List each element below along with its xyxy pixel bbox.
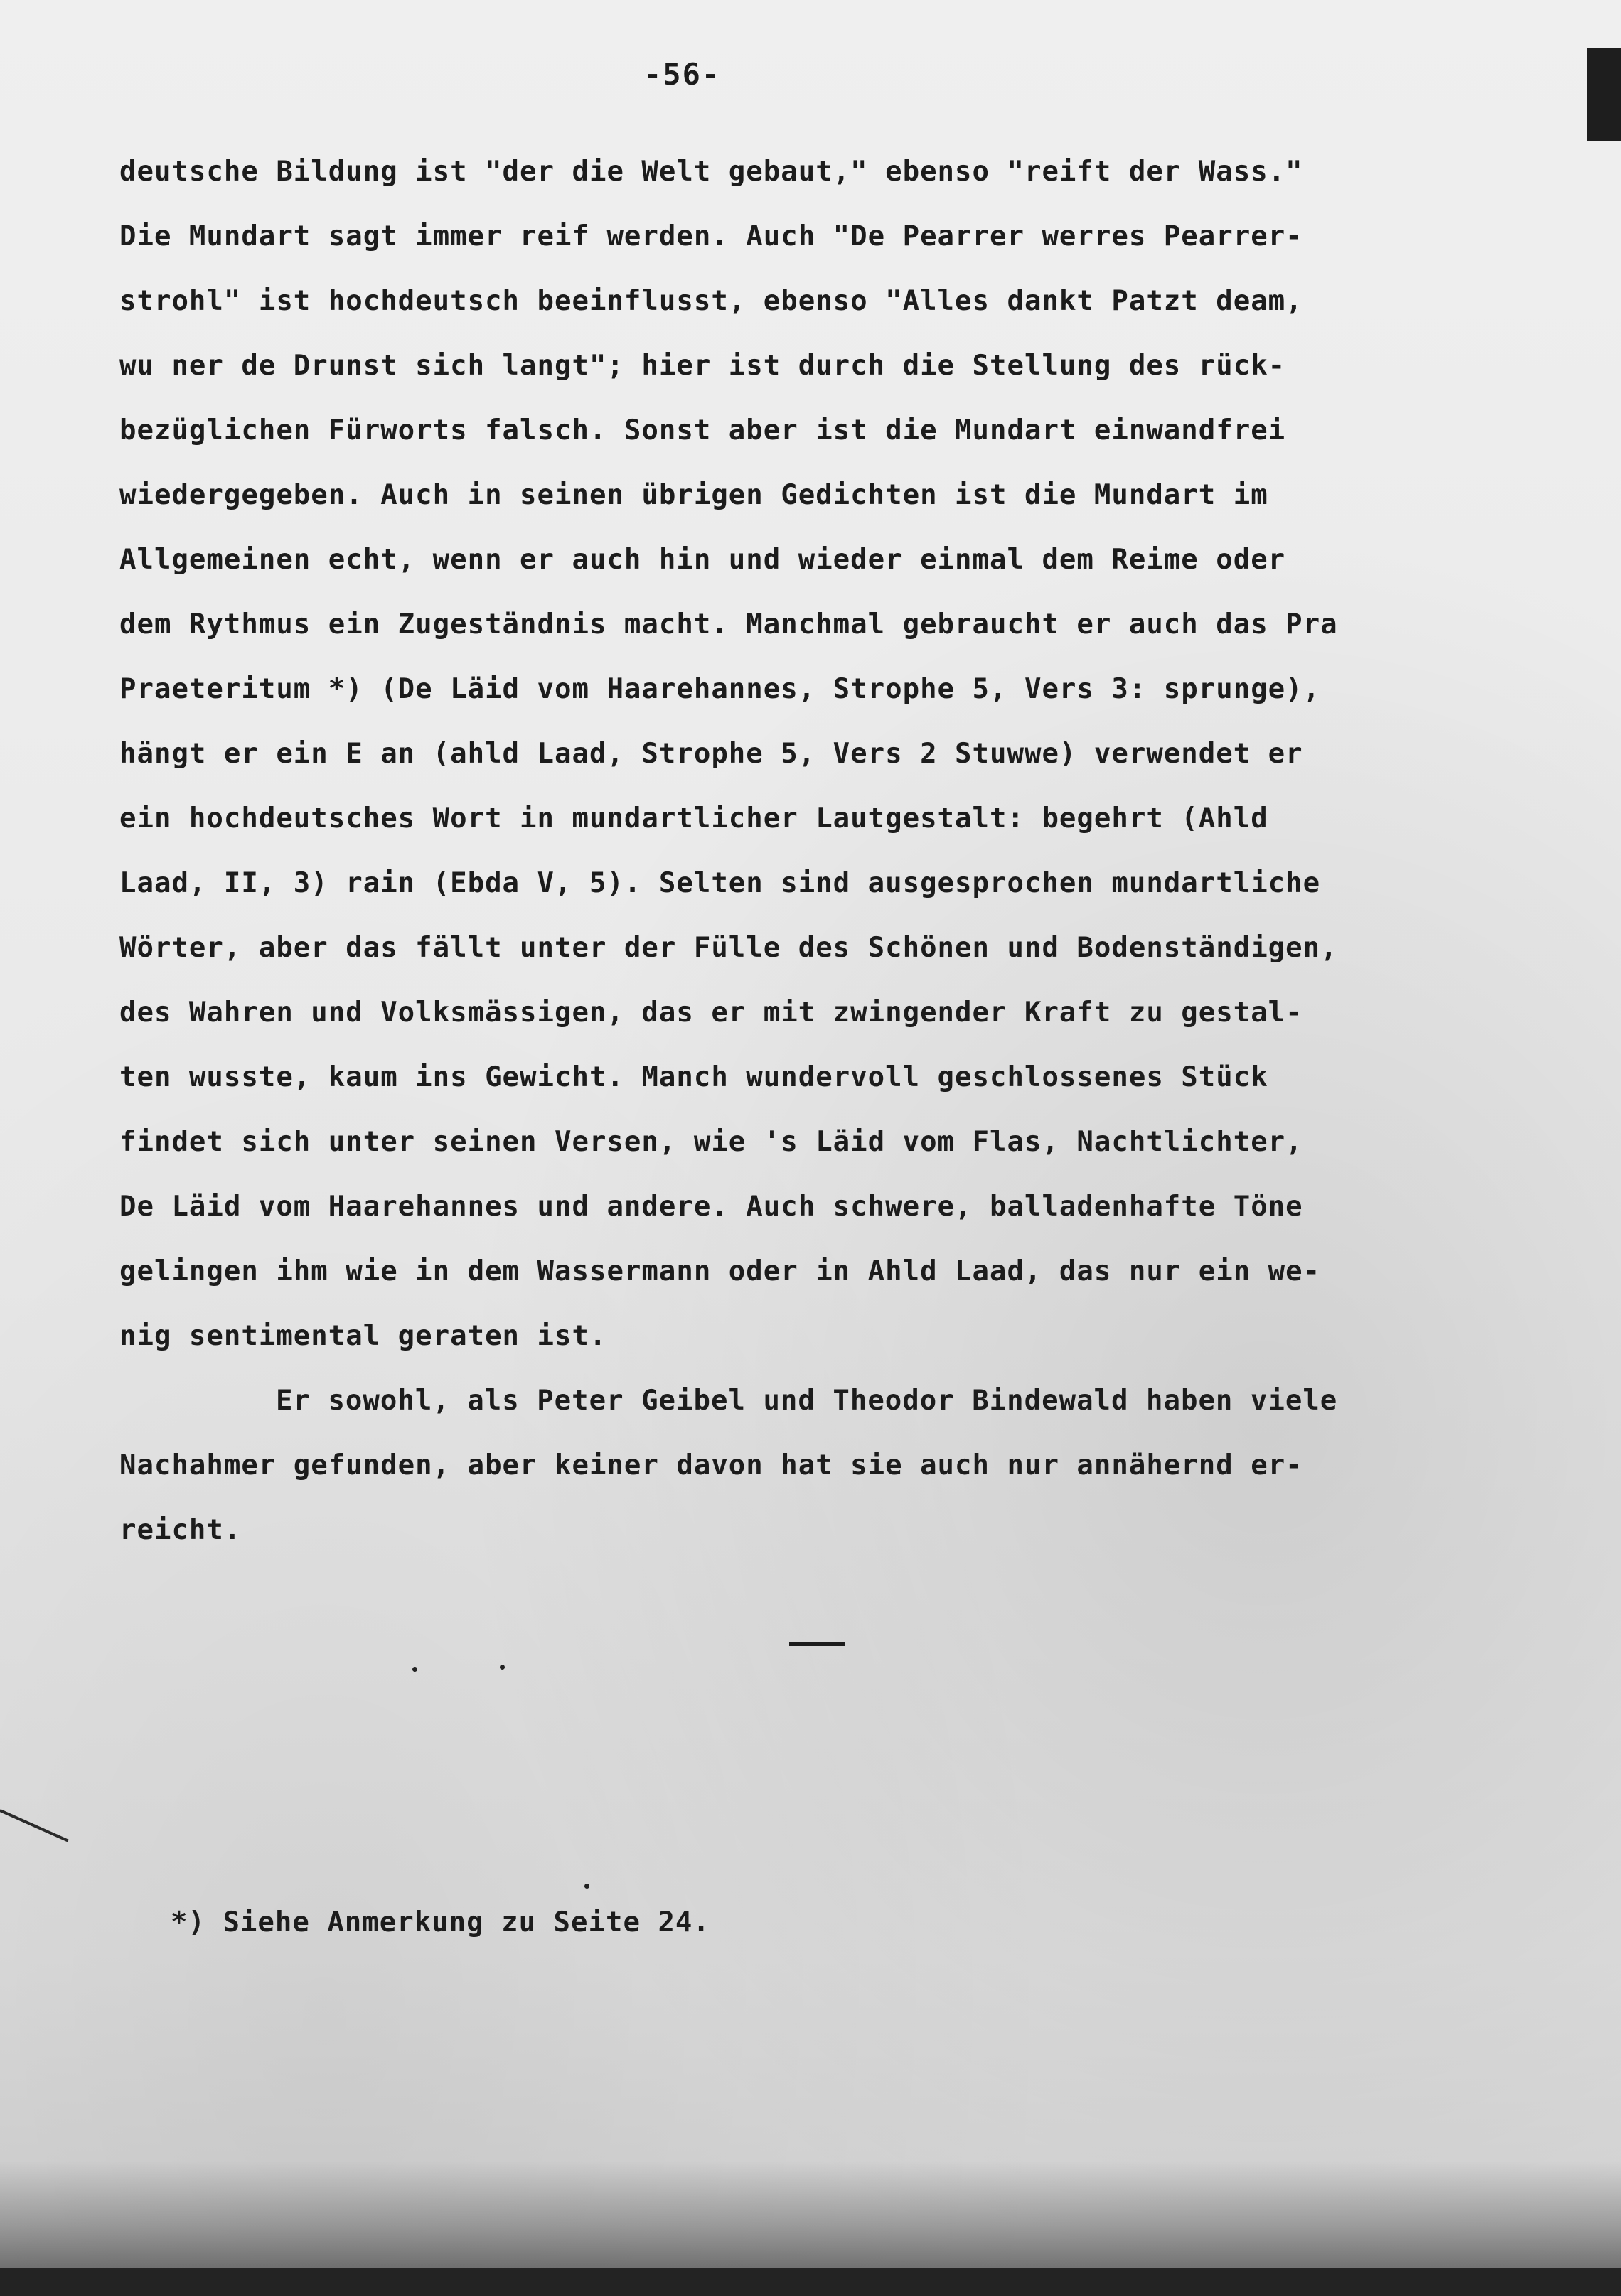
body-text [119,139,1513,1562]
text-line: Praeteritum *) (De Läid vom Haarehannes, Strophe 5, Vers 3: sprunge), [119,673,1321,705]
ink-speck [500,1665,505,1670]
text-line: Er sowohl, als Peter Geibel und Theodor Bindewald haben viele [276,1385,1338,1417]
ink-speck [584,1884,589,1889]
page-number: -56- [643,57,722,92]
footnote: *) Siehe Anmerkung zu Seite 24. [171,1906,710,1938]
scan-border [0,2268,1621,2296]
text-line: Wörter, aber das fällt unter der Fülle des Schönen und Bodenständigen, [119,932,1338,964]
text-line: deutsche Bildung ist "der die Welt gebaut," ebenso "reift der Wass." [119,156,1303,188]
text-line: ein hochdeutsches Wort in mundartlicher Lautgestalt: begehrt (Ahld [119,803,1268,835]
text-line: Nachahmer gefunden, aber keiner davon hat sie auch nur annähernd er- [119,1449,1303,1481]
text-line: hängt er ein E an (ahld Laad, Strophe 5, Vers 2 Stuwwe) verwendet er [119,738,1303,770]
text-line: Allgemeinen echt, wenn er auch hin und wieder einmal dem Reime oder [119,544,1286,576]
text-line: De Läid vom Haarehannes und andere. Auch schwere, balladenhafte Töne [119,1191,1303,1223]
text-line: Laad, II, 3) rain (Ebda V, 5). Selten sind ausgesprochen mundartliche [119,867,1321,899]
ink-speck [412,1667,417,1672]
film-scratch [0,1809,69,1842]
section-separator [789,1642,845,1646]
scan-shadow [0,2161,1621,2268]
text-line: wu ner de Drunst sich langt"; hier ist durch die Stellung des rück- [119,350,1286,382]
text-line: findet sich unter seinen Versen, wie 's Läid vom Flas, Nachtlichter, [119,1126,1303,1158]
text-line: des Wahren und Volksmässigen, das er mit zwingender Kraft zu gestal- [119,997,1303,1029]
text-line: reicht. [119,1514,242,1546]
text-line: wiedergegeben. Auch in seinen übrigen Gedichten ist die Mundart im [119,479,1268,511]
text-line: strohl" ist hochdeutsch beeinflusst, ebenso "Alles dankt Patzt deam, [119,285,1303,317]
text-line: dem Rythmus ein Zugeständnis macht. Manchmal gebraucht er auch das Pra [119,608,1338,640]
text-line: ten wusste, kaum ins Gewicht. Manch wundervoll geschlossenes Stück [119,1061,1268,1093]
text-line: gelingen ihm wie in dem Wassermann oder in Ahld Laad, das nur ein we- [119,1255,1321,1287]
text-line: nig sentimental geraten ist. [119,1320,607,1352]
text-line: Die Mundart sagt immer reif werden. Auch "De Pearrer werres Pearrer- [119,220,1303,252]
film-edge-mark [1587,48,1621,141]
text-line: bezüglichen Fürworts falsch. Sonst aber ist die Mundart einwandfrei [119,414,1286,446]
